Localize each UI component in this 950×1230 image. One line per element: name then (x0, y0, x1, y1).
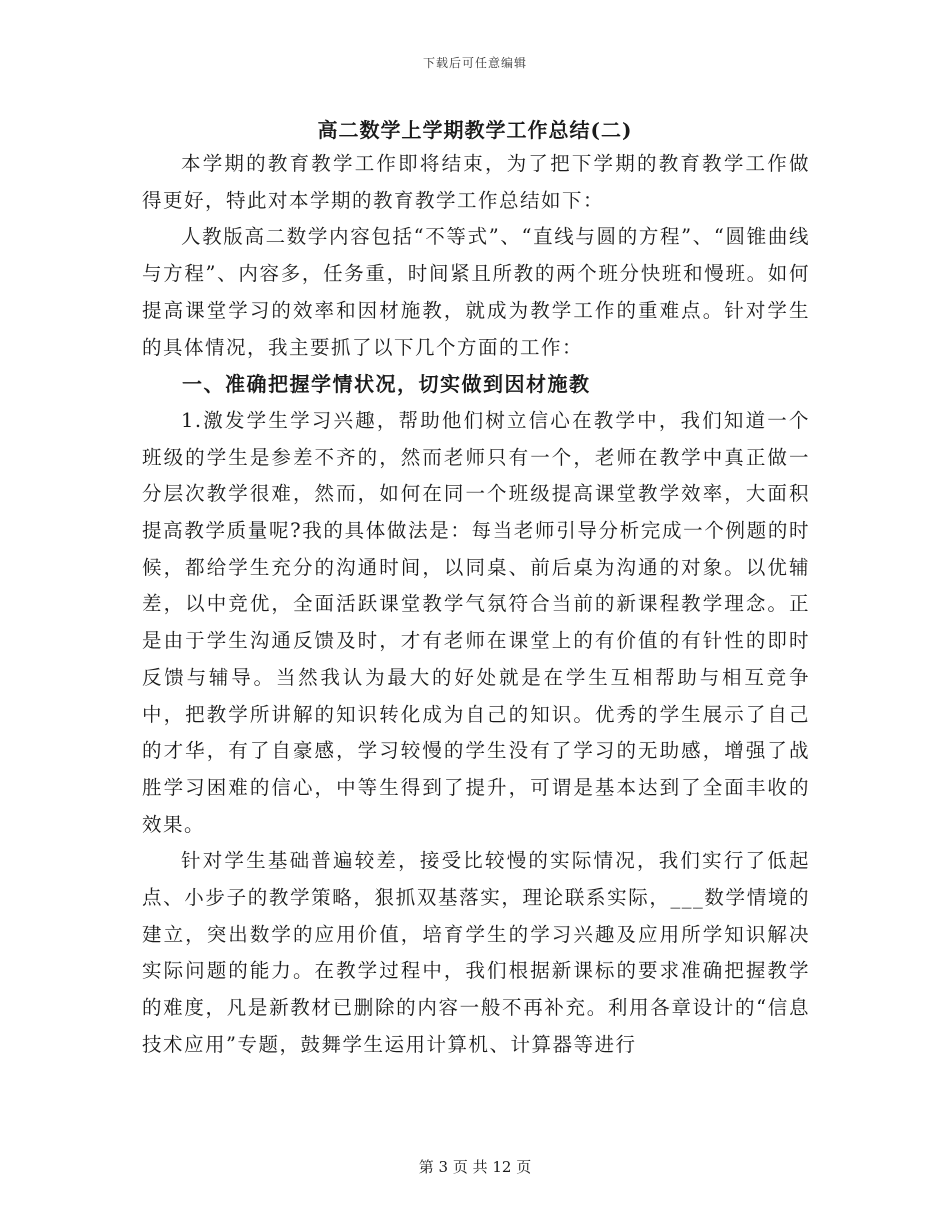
page-header-note: 下载后可任意编辑 (422, 56, 527, 70)
section-heading-1: 一、准确把握学情状况，切实做到因材施教 (182, 372, 591, 397)
paragraph-item-1: 1.激发学生学习兴趣，帮助他们树立信心在教学中，我们知道一个班级的学生是参差不齐的，然而老师只有一个，老师在教学中真正做一分层次教学很难，然而，如何在同一个班级提高课堂教学效率，大面积提高教学质量呢?我的具体做法是：每当老师引导分析完成一个例题的时候，都给学生充分的沟通时间，以同桌、前后桌为沟通的对象。以优辅差，以中竞优，全面活跃课堂教学气氛符合当前的新课程教学理念。正是由于学生沟通反馈及时，才有老师在课堂上的有价值的有针性的即时反馈与辅导。当然我认为最大的好处就是在学生互相帮助与相互竞争中，把教学所讲解的知识转化成为自己的知识。优秀的学生展示了自己的才华，有了自豪感，学习较慢的学生没有了学习的无助感，增强了战胜学习困难的信心，中等生得到了提升，可谓是基本达到了全面丰收的效果。 (142, 408, 810, 836)
paragraph-intro: 本学期的教育教学工作即将结束，为了把下学期的教育教学工作做得更好，特此对本学期的教育教学工作总结如下： (142, 152, 810, 212)
paragraph-content-overview: 人教版高二数学内容包括“不等式”、“直线与圆的方程”、“圆锥曲线与方程”、内容多，任务重，时间紧且所教的两个班分快班和慢班。如何提高课堂学习的效率和因材施教，就成为教学工作的重难点。针对学生的具体情况，我主要抓了以下几个方面的工作： (142, 225, 810, 359)
page-number-footer: 第 3 页 共 12 页 (418, 1158, 532, 1176)
paragraph-teaching-strategy: 针对学生基础普遍较差，接受比较慢的实际情况，我们实行了低起点、小步子的教学策略，狠抓双基落实，理论联系实际，___数学情境的建立，突出数学的应用价值，培育学生的学习兴趣及应用所学知识解决实际问题的能力。在教学过程中，我们根据新课标的要求准确把握教学的难度，凡是新教材已删除的内容一般不再补充。利用各章设计的“信息技术应用”专题，鼓舞学生运用计算机、计算器等进行 (142, 849, 810, 1056)
document-body (142, 146, 810, 1064)
document-title: 高二数学上学期教学工作总结(二) (317, 118, 633, 142)
